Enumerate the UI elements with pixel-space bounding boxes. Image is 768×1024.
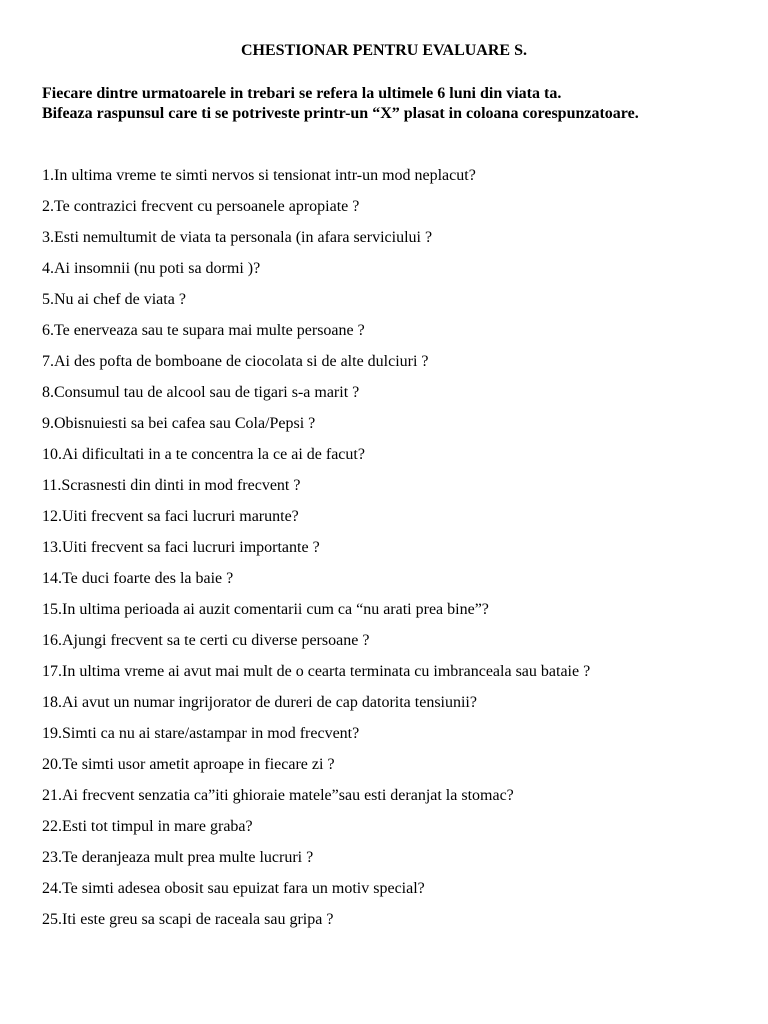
instruction-line: Bifeaza raspunsul care ti se potriveste printr-un “X” plasat in coloana corespunzatoare. [42, 105, 639, 122]
question-item: 11.Scrasnesti din dinti in mod frecvent ? [42, 477, 301, 494]
instruction-line: Fiecare dintre urmatoarele in trebari se refera la ultimele 6 luni din viata ta. [42, 85, 562, 102]
question-item: 7.Ai des pofta de bomboane de ciocolata si de alte dulciuri ? [42, 353, 429, 370]
question-item: 4.Ai insomnii (nu poti sa dormi )? [42, 260, 261, 277]
question-item: 1.In ultima vreme te simti nervos si tensionat intr-un mod neplacut? [42, 167, 476, 184]
question-list [42, 166, 590, 941]
question-item: 12.Uiti frecvent sa faci lucruri marunte? [42, 508, 299, 525]
question-item: 24.Te simti adesea obosit sau epuizat fara un motiv special? [42, 880, 425, 897]
question-item: 14.Te duci foarte des la baie ? [42, 570, 234, 587]
question-item: 2.Te contrazici frecvent cu persoanele apropiate ? [42, 198, 360, 215]
question-item: 9.Obisnuiesti sa bei cafea sau Cola/Pepsi ? [42, 415, 316, 432]
question-item: 20.Te simti usor ametit aproape in fiecare zi ? [42, 756, 335, 773]
question-item: 8.Consumul tau de alcool sau de tigari s-a marit ? [42, 384, 360, 401]
question-item: 3.Esti nemultumit de viata ta personala (in afara serviciului ? [42, 229, 433, 246]
question-item: 17.In ultima vreme ai avut mai mult de o cearta terminata cu imbranceala sau bataie ? [42, 663, 591, 680]
question-item: 13.Uiti frecvent sa faci lucruri importante ? [42, 539, 320, 556]
question-item: 10.Ai dificultati in a te concentra la ce ai de facut? [42, 446, 365, 463]
question-item: 5.Nu ai chef de viata ? [42, 291, 186, 308]
question-item: 18.Ai avut un numar ingrijorator de dureri de cap datorita tensiunii? [42, 694, 477, 711]
question-item: 15.In ultima perioada ai auzit comentarii cum ca “nu arati prea bine”? [42, 601, 489, 618]
question-item: 19.Simti ca nu ai stare/astampar in mod frecvent? [42, 725, 360, 742]
instructions [42, 84, 639, 124]
document-title: CHESTIONAR PENTRU EVALUARE S. [241, 42, 527, 59]
question-item: 25.Iti este greu sa scapi de raceala sau gripa ? [42, 911, 334, 928]
question-item: 22.Esti tot timpul in mare graba? [42, 818, 253, 835]
question-item: 21.Ai frecvent senzatia ca”iti ghioraie matele”sau esti deranjat la stomac? [42, 787, 514, 804]
question-item: 23.Te deranjeaza mult prea multe lucruri ? [42, 849, 314, 866]
question-item: 16.Ajungi frecvent sa te certi cu diverse persoane ? [42, 632, 370, 649]
question-item: 6.Te enerveaza sau te supara mai multe persoane ? [42, 322, 365, 339]
